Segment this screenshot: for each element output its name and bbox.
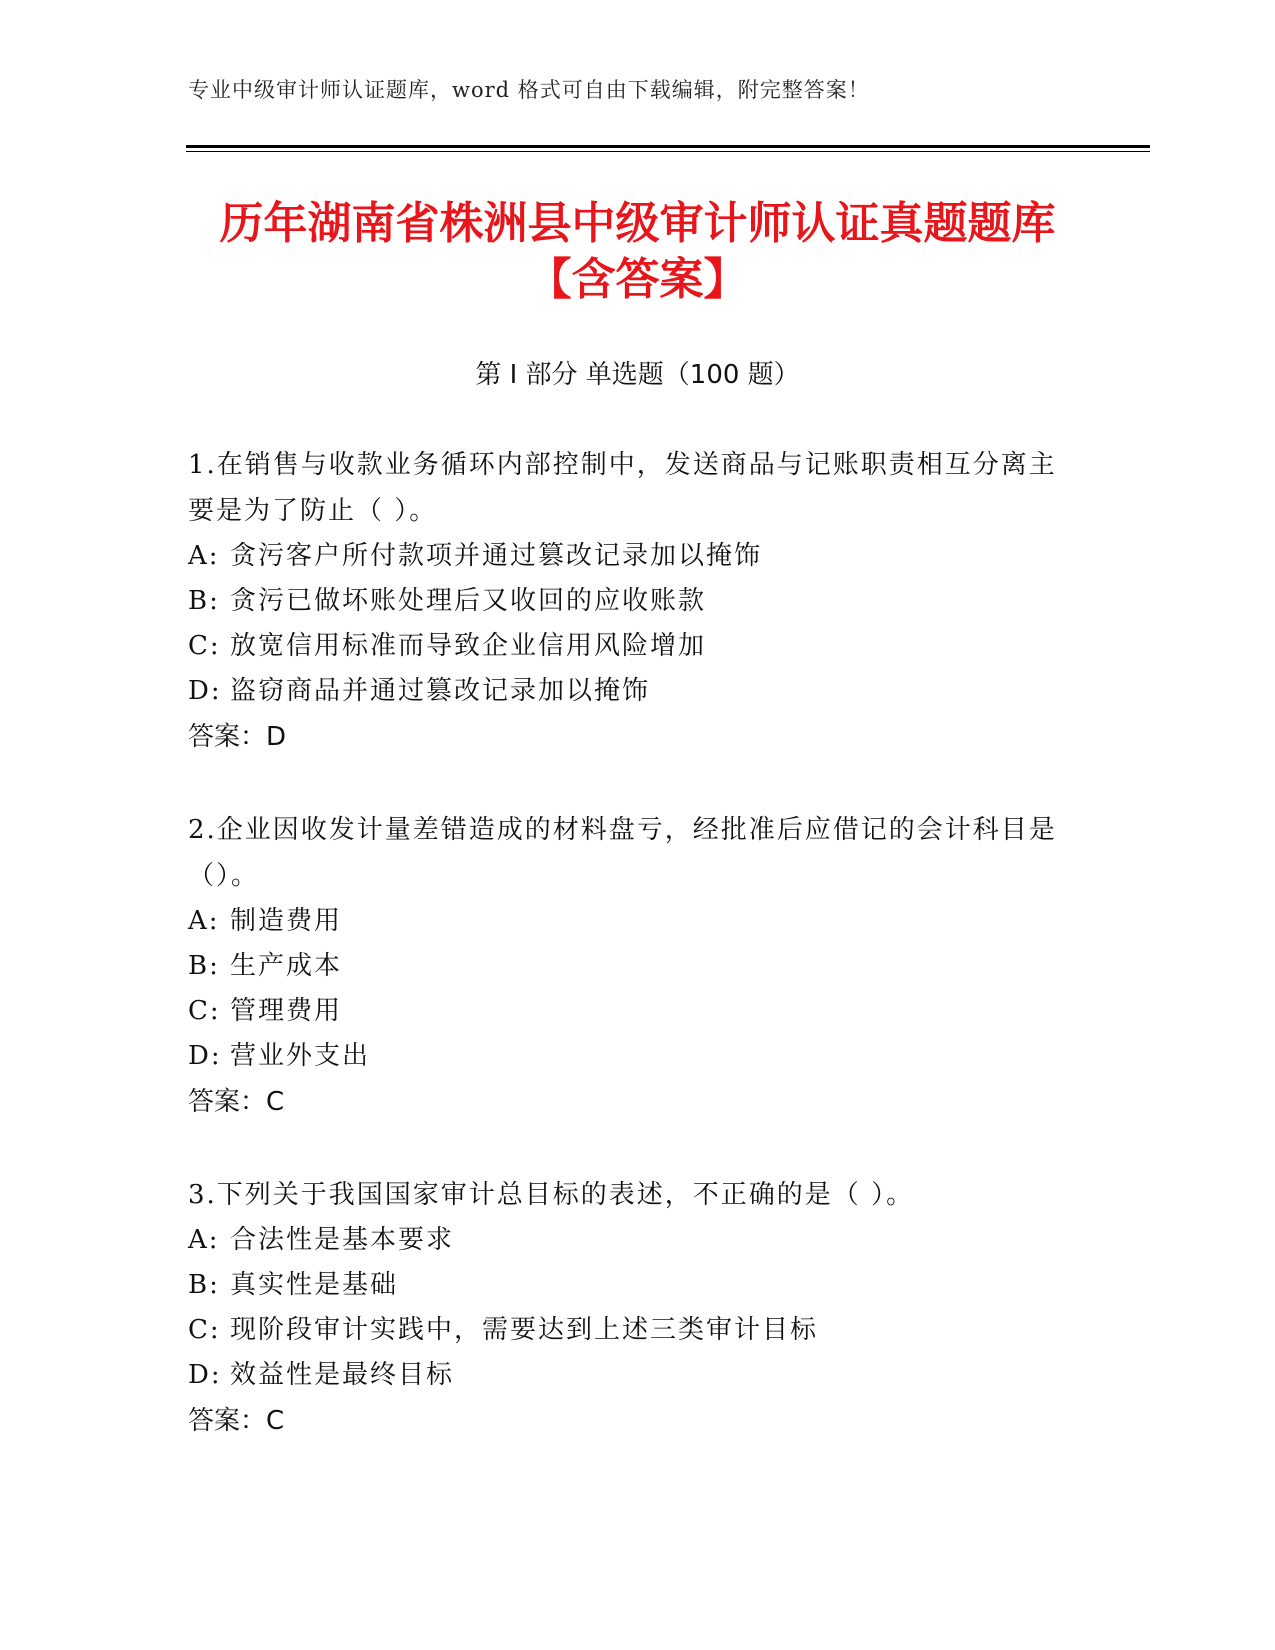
option-text: 真实性是基础 [230, 1270, 399, 1300]
option-text: 现阶段审计实践中，需要达到上述三类审计目标 [230, 1315, 819, 1345]
option-letter: A: [188, 1225, 220, 1255]
option-text: 生产成本 [230, 951, 343, 981]
option-a [188, 1218, 1068, 1263]
question-stem: 1.在销售与收款业务循环内部控制中，发送商品与记账职责相互分离主要是为了防止（ ）。 [188, 450, 1057, 526]
question-stem: 2.企业因收发计量差错造成的材料盘亏，经批准后应借记的会计科目是（）。 [188, 815, 1057, 891]
header-rule-thick [186, 145, 1150, 148]
option-text: 放宽信用标准而导致企业信用风险增加 [230, 631, 707, 661]
option-text: 管理费用 [230, 996, 343, 1026]
option-letter: D: [188, 676, 222, 706]
option-text: 效益性是最终目标 [230, 1360, 455, 1390]
question-list [188, 442, 1068, 1491]
option-text: 制造费用 [230, 906, 343, 936]
option-text: 贪污客户所付款项并通过篡改记录加以掩饰 [230, 541, 763, 571]
option-c [188, 624, 1068, 669]
question-answer: 答案：C [188, 1087, 285, 1117]
question-answer: 答案：D [188, 722, 287, 752]
option-letter: B: [188, 951, 220, 981]
option-b [188, 579, 1068, 624]
option-letter: A: [188, 541, 220, 571]
option-letter: A: [188, 906, 220, 936]
option-letter: C: [188, 1315, 221, 1345]
option-d [188, 1034, 1068, 1079]
option-text: 营业外支出 [230, 1041, 371, 1071]
option-letter: D: [188, 1360, 222, 1390]
document-title [0, 196, 1275, 308]
document-title-line1: 历年湖南省株洲县中级审计师认证真题题库 [219, 198, 1056, 249]
question-2 [188, 807, 1068, 1125]
option-text: 贪污已做坏账处理后又收回的应收账款 [230, 586, 707, 616]
section-title: 第 I 部分 单选题（100 题） [475, 360, 800, 390]
option-letter: B: [188, 1270, 220, 1300]
header-note: 专业中级审计师认证题库，word 格式可自由下载编辑，附完整答案！ [188, 78, 870, 102]
option-letter: B: [188, 586, 220, 616]
option-d [188, 1353, 1068, 1398]
option-text: 合法性是基本要求 [230, 1225, 455, 1255]
option-b [188, 1263, 1068, 1308]
option-c [188, 1308, 1068, 1353]
option-letter: C: [188, 996, 221, 1026]
option-a [188, 534, 1068, 579]
document-title-line2: 【含答案】 [527, 254, 748, 305]
option-text: 盗窃商品并通过篡改记录加以掩饰 [230, 676, 651, 706]
option-a [188, 899, 1068, 944]
option-c [188, 989, 1068, 1034]
question-1 [188, 442, 1068, 760]
header-rule-thin [186, 151, 1150, 152]
option-d [188, 669, 1068, 714]
option-letter: C: [188, 631, 221, 661]
question-stem: 3.下列关于我国国家审计总目标的表述，不正确的是（ ）。 [188, 1180, 915, 1210]
question-3 [188, 1172, 1068, 1444]
question-answer: 答案：C [188, 1406, 285, 1436]
option-letter: D: [188, 1041, 222, 1071]
option-b [188, 944, 1068, 989]
